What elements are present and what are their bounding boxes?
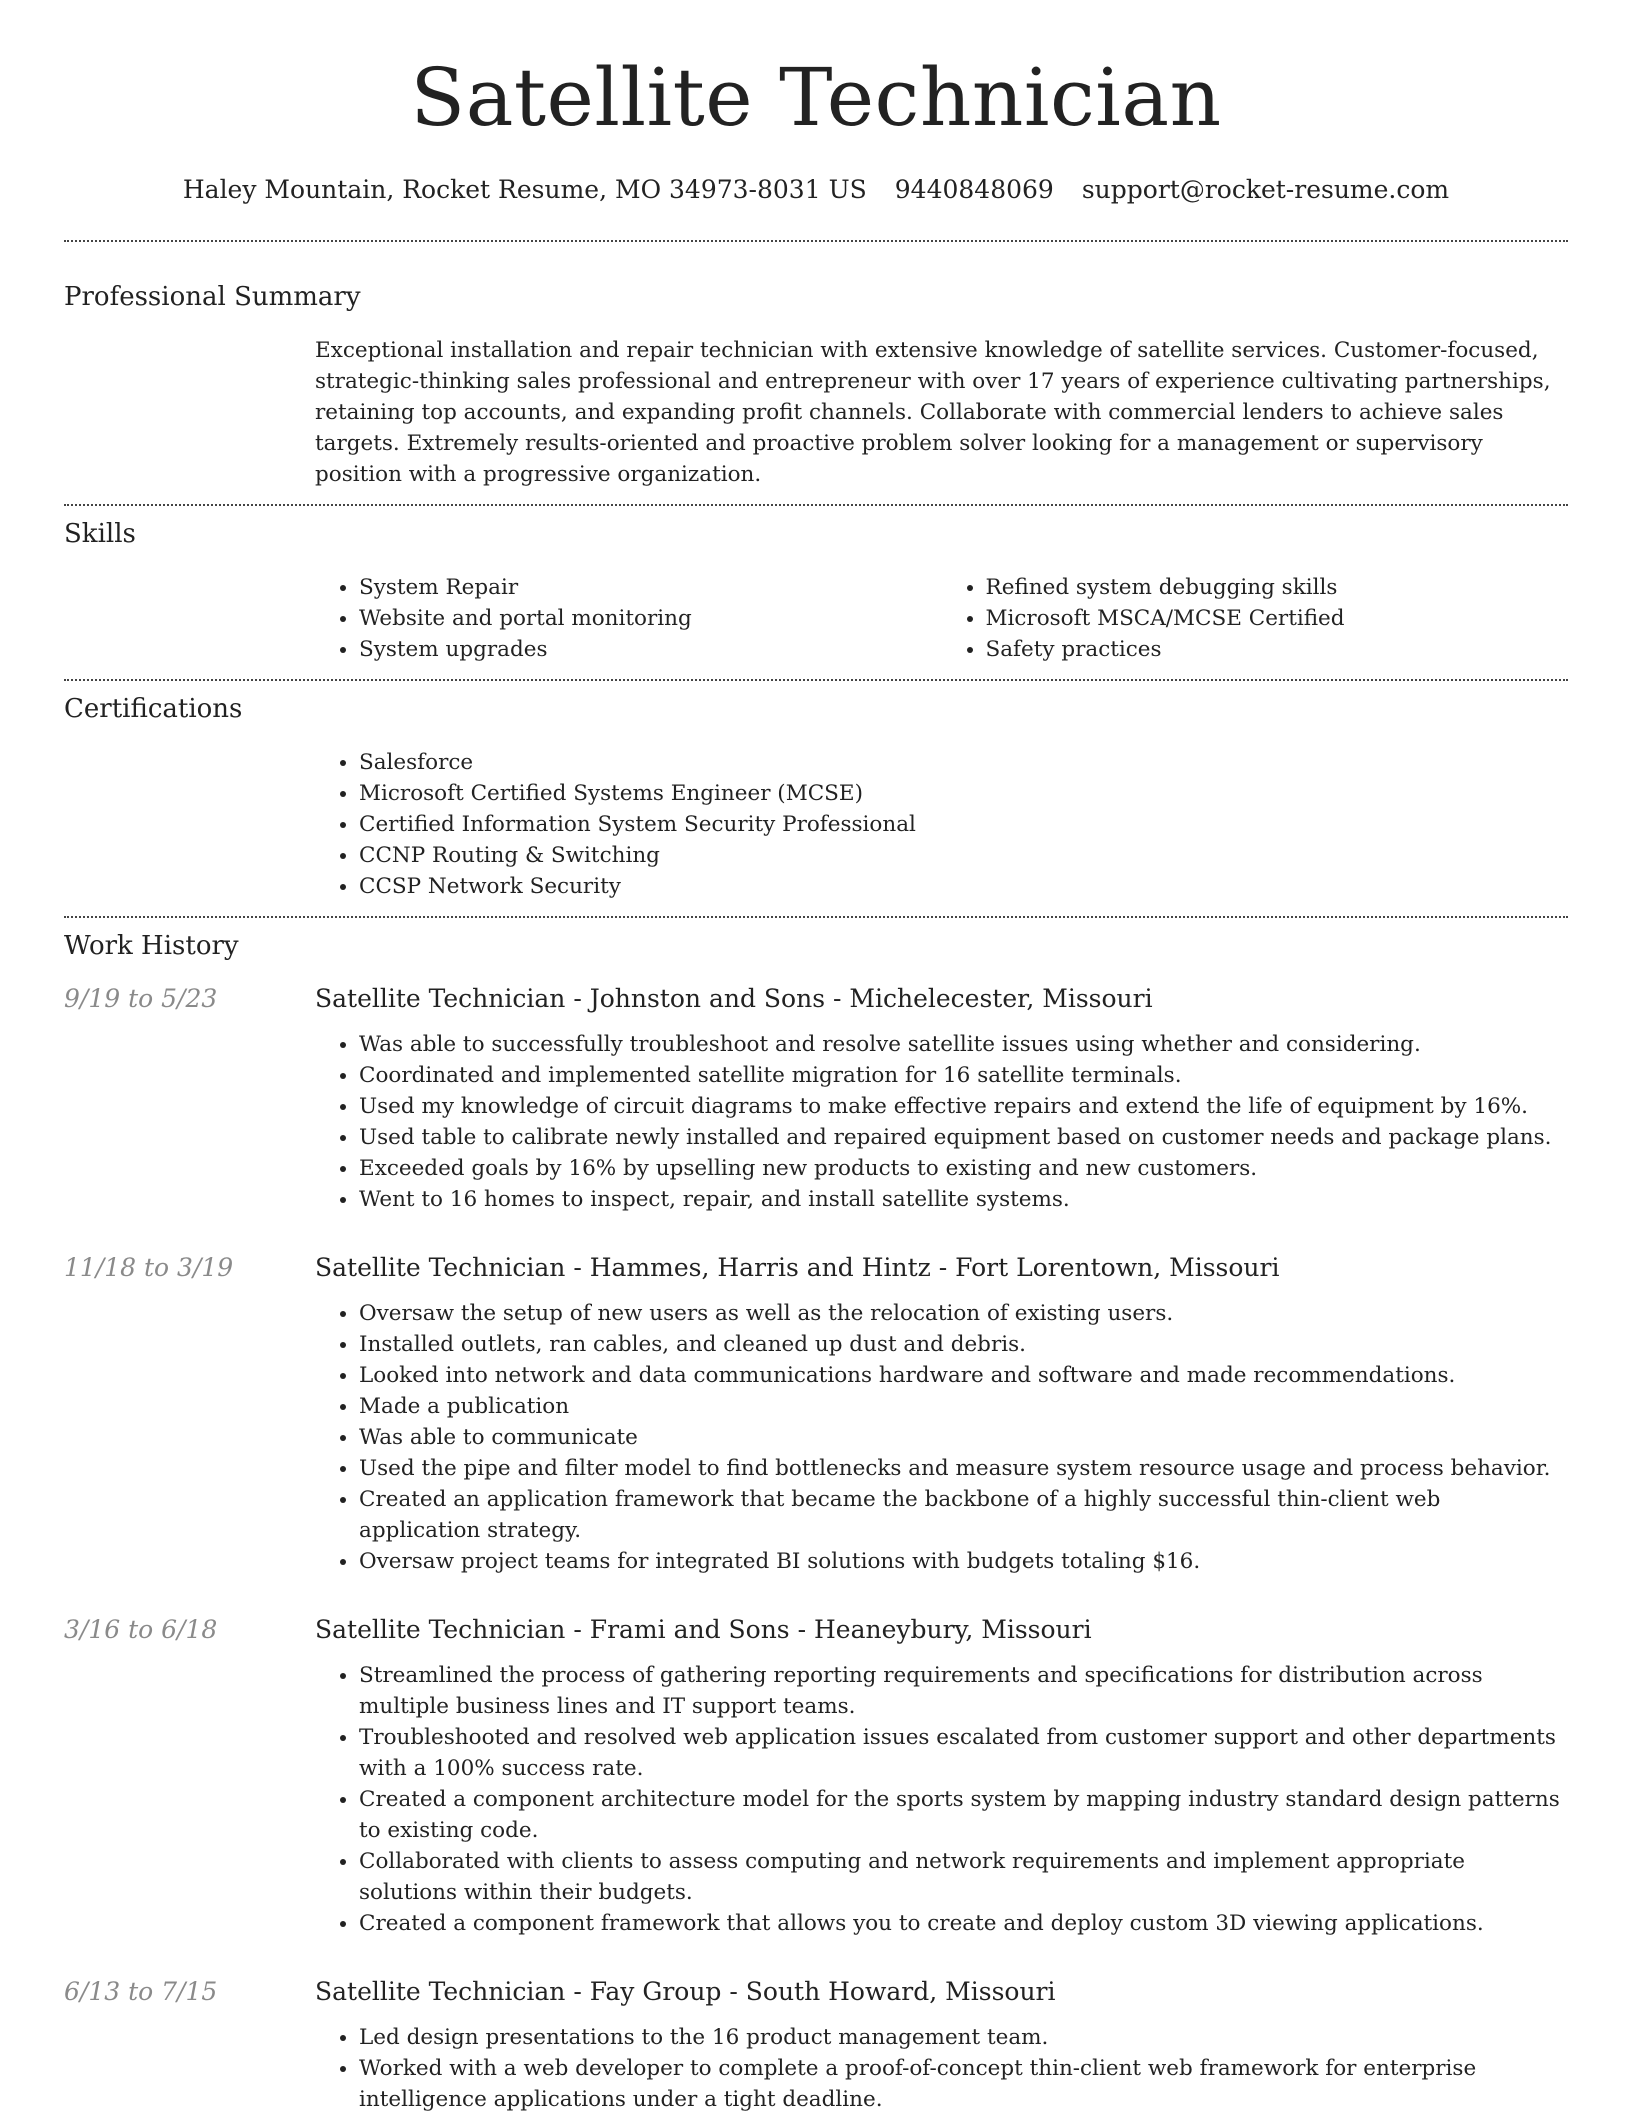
job-dates: 9/19 to 5/23: [64, 984, 218, 1013]
job-dates: 3/16 to 6/18: [64, 1615, 218, 1644]
skill-item: • Safety practices: [986, 634, 1569, 665]
job-entry: [64, 1975, 1568, 2115]
skills-section: [64, 518, 1568, 665]
job-bullet: • Went to 16 homes to inspect, repair, and install satellite systems.: [359, 1184, 1568, 1215]
job-title: Satellite Technician - Hammes, Harris and Hintz - Fort Lorentown, Missouri: [315, 1253, 1280, 1282]
job-bullet: • Led design presentations to the 16 product management team.: [359, 2022, 1568, 2053]
skills-body: [315, 572, 1568, 665]
job-bullet: • Created a component framework that allows you to create and deploy custom 3D viewing applications.: [359, 1908, 1568, 1939]
job-bullets: [315, 1298, 1568, 1577]
skills-list-right: [942, 572, 1569, 665]
job-bullets: [315, 1029, 1568, 1215]
email-text[interactable]: support@rocket-resume.com: [1081, 175, 1450, 204]
certification-item: • CCSP Network Security: [359, 871, 1568, 902]
section-title-certifications: Certifications: [64, 694, 243, 724]
section-title-skills: Skills: [64, 519, 136, 549]
job-title: Satellite Technician - Frami and Sons - Heaneybury, Missouri: [315, 1615, 1092, 1644]
job-dates: 6/13 to 7/15: [64, 1977, 218, 2006]
skill-item: • System upgrades: [359, 634, 942, 665]
job-bullet: • Used my knowledge of circuit diagrams to make effective repairs and extend the life of equipment by 16%.: [359, 1091, 1568, 1122]
section-title-work-history: Work History: [64, 931, 239, 961]
skills-list-left: [315, 572, 942, 665]
section-divider: [64, 916, 1568, 918]
job-bullet: • Oversaw the setup of new users as well as the relocation of existing users.: [359, 1298, 1568, 1329]
section-divider: [64, 504, 1568, 506]
job-title: Satellite Technician - Fay Group - South Howard, Missouri: [315, 1977, 1056, 2006]
job-bullet: • Oversaw project teams for integrated BI solutions with budgets totaling $16.: [359, 1546, 1568, 1577]
skills-grid: [315, 572, 1568, 665]
job-entry: [64, 982, 1568, 1215]
job-bullet: • Was able to successfully troubleshoot and resolve satellite issues using whether and considering.: [359, 1029, 1568, 1060]
section-divider: [64, 679, 1568, 681]
section-divider: [64, 240, 1568, 242]
job-entry: [64, 1251, 1568, 1577]
job-bullet: • Used the pipe and filter model to find bottlenecks and measure system resource usage and process behavior.: [359, 1453, 1568, 1484]
certification-item: • CCNP Routing & Switching: [359, 840, 1568, 871]
resume-name-heading: Satellite Technician: [410, 51, 1222, 144]
certifications-body: [315, 747, 1568, 902]
summary-body: [315, 335, 1568, 490]
job-bullet: • Created an application framework that became the backbone of a highly successful thin-client web application strategy.: [359, 1484, 1568, 1546]
work-history-section: [64, 930, 1568, 2115]
job-bullet: • Looked into network and data communications hardware and software and made recommendations.: [359, 1360, 1568, 1391]
job-dates: 11/18 to 3/19: [64, 1253, 234, 1282]
job-entry: [64, 1613, 1568, 1939]
job-bullet: • Collaborated with clients to assess computing and network requirements and implement appropriate solutions within their budgets.: [359, 1846, 1568, 1908]
certification-item: • Certified Information System Security Professional: [359, 809, 1568, 840]
job-bullet: • Worked with a web developer to complete a proof-of-concept thin-client web framework for enterprise intelligence applications under a tight deadline.: [359, 2053, 1568, 2115]
resume-page: [64, 0, 1568, 2115]
skill-item: • Microsoft MSCA/MCSE Certified: [986, 603, 1569, 634]
job-bullet: • Troubleshooted and resolved web application issues escalated from customer support and other departments with a 100% success rate.: [359, 1722, 1568, 1784]
job-title: Satellite Technician - Johnston and Sons - Michelecester, Missouri: [315, 984, 1153, 1013]
job-bullets: [315, 1660, 1568, 1939]
job-bullet: • Used table to calibrate newly installed and repaired equipment based on customer needs and package plans.: [359, 1122, 1568, 1153]
certifications-section: [64, 693, 1568, 902]
job-bullet: • Streamlined the process of gathering reporting requirements and specifications for distribution across multiple business lines and IT support teams.: [359, 1660, 1568, 1722]
skill-item: • Refined system debugging skills: [986, 572, 1569, 603]
contact-line: [64, 173, 1568, 207]
summary-text: Exceptional installation and repair technician with extensive knowledge of satellite services. Customer-focused, strategic-thinking sales professional and entrepreneur with over 17 years of experience cultivating partnerships, retaining top accounts, and expanding profit channels. Collaborate with commercial lenders to achieve sales targets. Extremely results-oriented and proactive problem solver looking for a management or supervisory position with a progressive organization.: [315, 338, 1551, 487]
skill-item: • System Repair: [359, 572, 942, 603]
job-bullet: • Installed outlets, ran cables, and cleaned up dust and debris.: [359, 1329, 1568, 1360]
job-bullet: • Was able to communicate: [359, 1422, 1568, 1453]
job-bullet: • Made a publication: [359, 1391, 1568, 1422]
professional-summary-section: [64, 281, 1568, 490]
certification-item: • Microsoft Certified Systems Engineer (MCSE): [359, 778, 1568, 809]
skill-item: • Website and portal monitoring: [359, 603, 942, 634]
job-bullet: • Coordinated and implemented satellite migration for 16 satellite terminals.: [359, 1060, 1568, 1091]
job-bullet: • Created a component architecture model for the sports system by mapping industry standard design patterns to existing code.: [359, 1784, 1568, 1846]
phone-text: 9440848069: [894, 175, 1054, 204]
certification-item: • Salesforce: [359, 747, 1568, 778]
job-bullets: [315, 2022, 1568, 2115]
certifications-list: [315, 747, 1568, 902]
address-text: Haley Mountain, Rocket Resume, MO 34973-8031 US: [182, 175, 867, 204]
section-title-summary: Professional Summary: [64, 282, 361, 312]
job-bullet: • Exceeded goals by 16% by upselling new products to existing and new customers.: [359, 1153, 1568, 1184]
